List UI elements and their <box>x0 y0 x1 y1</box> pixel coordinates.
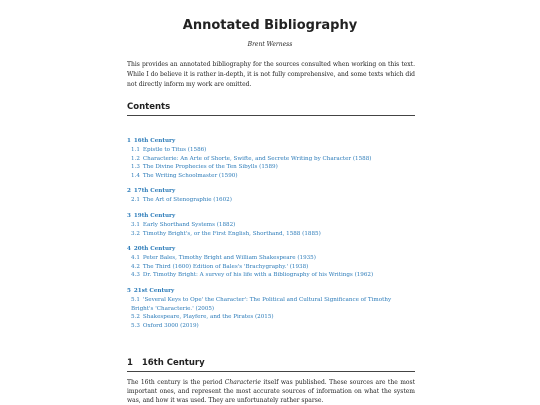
toc-subsection-number: 1.3 <box>131 164 140 171</box>
toc-subsection-link[interactable] <box>127 163 415 172</box>
toc-subsection-label: Characterie: An Arte of Shorte, Swifte, and Secrete Writing by Character (1588) <box>142 155 372 162</box>
toc-group <box>127 187 415 205</box>
toc-spacer <box>127 280 415 287</box>
toc-section-number: 1 <box>127 138 131 144</box>
toc-subsection-label: The Divine Prophecies of the Ten Sibylls (1589) <box>142 164 278 171</box>
toc-section-link[interactable] <box>127 212 415 221</box>
toc-section-number: 5 <box>127 287 131 294</box>
toc-subsection-number: 1.1 <box>131 147 140 153</box>
toc-subsection-number: 5.3 <box>131 322 140 329</box>
author-name: Brent Werness <box>247 41 293 48</box>
toc-section-label: 16th Century <box>133 138 176 144</box>
toc-group <box>127 245 415 280</box>
section-paragraph <box>127 378 415 405</box>
toc-subsection-label: Epistle to Titus (1586) <box>142 147 207 153</box>
toc-subsection-label: Peter Bales, Timothy Bright and William Shakespeare (1935) <box>142 255 316 262</box>
section-number: 1 <box>127 358 133 368</box>
toc-group <box>127 212 415 238</box>
toc-subsection-label: Shakespeare, Playfere, and the Pirates (2015) <box>142 314 274 321</box>
toc-subsection-label: Oxford 3000 (2019) <box>142 322 199 329</box>
toc-subsection-label: The Third (1600) Edition of Bales's 'Brachygraphy.' (1938) <box>142 263 309 270</box>
toc-section-label: 19th Century <box>133 212 176 219</box>
page-title: Annotated Bibliography <box>182 18 358 33</box>
toc-section-link[interactable] <box>127 245 415 254</box>
intro-paragraph: This provides an annotated bibliography for the sources consulted when working on this text. While I do believe it is rather in-depth, it is not fully comprehensive, and some texts which did not directly inform my work are omitted. <box>127 61 415 88</box>
toc-subsection-label: 'Several Keys to Ope' the Character': The Political and Cultural Significance of Timothy Bright's 'Characterie.' (2005) <box>131 296 392 312</box>
toc-section-label: 21st Century <box>133 287 175 294</box>
toc-section-number: 3 <box>127 212 131 219</box>
toc-subsection-number: 5.1 <box>131 296 140 303</box>
toc-spacer <box>127 180 415 187</box>
toc-section-link[interactable] <box>127 187 415 196</box>
toc-subsection-number: 4.2 <box>131 263 140 270</box>
toc-subsection-link[interactable] <box>127 230 415 239</box>
paragraph-emphasis: Characterie <box>224 379 261 386</box>
toc-section-link[interactable] <box>127 287 415 296</box>
toc-subsection-link[interactable] <box>127 146 415 155</box>
toc-subsection-label: The Art of Stenographie (1602) <box>142 197 232 204</box>
toc-section-label: 20th Century <box>133 246 176 253</box>
toc-subsection-number: 1.2 <box>131 155 140 162</box>
toc-subsection-label: Timothy Bright's, or the First English, Shorthand, 1588 (1885) <box>142 230 321 237</box>
toc-subsection-link[interactable] <box>127 322 415 331</box>
toc-spacer <box>127 238 415 245</box>
section-title: 16th Century <box>141 358 205 368</box>
toc-subsection-number: 4.3 <box>131 272 140 279</box>
toc-subsection-link[interactable] <box>127 196 415 205</box>
toc-subsection-link[interactable] <box>127 313 415 322</box>
section-heading-16th-century <box>127 358 415 372</box>
paragraph-text: The 16th century is the period <box>127 379 225 386</box>
table-of-contents <box>127 137 415 330</box>
toc-group <box>127 287 415 330</box>
toc-subsection-label: Early Shorthand Systems (1882) <box>142 221 236 228</box>
toc-section-link[interactable] <box>127 137 415 146</box>
toc-spacer <box>127 205 415 212</box>
toc-section-number: 2 <box>127 188 131 195</box>
toc-subsection-link[interactable] <box>127 271 415 280</box>
toc-subsection-number: 1.4 <box>131 172 140 179</box>
toc-section-label: 17th Century <box>133 188 176 195</box>
paragraph-text-continued: itself was published. These sources are the most important ones, and represent the most accurate sources of information on what the system was, and how it was used. They are unfortunately rather sparse. <box>127 379 415 404</box>
toc-subsection-number: 3.1 <box>131 221 140 228</box>
toc-subsection-label: The Writing Schoolmaster (1590) <box>142 172 238 179</box>
toc-subsection-number: 3.2 <box>131 230 140 237</box>
toc-subsection-link[interactable] <box>127 221 415 230</box>
toc-subsection-number: 4.1 <box>131 255 140 262</box>
toc-section-number: 4 <box>127 246 131 253</box>
toc-subsection-number: 5.2 <box>131 314 140 321</box>
toc-subsection-link[interactable] <box>127 172 415 181</box>
toc-subsection-link[interactable] <box>127 254 415 263</box>
toc-subsection-number: 2.1 <box>131 197 140 204</box>
toc-subsection-link[interactable] <box>127 155 415 164</box>
toc-subsection-link[interactable] <box>127 296 415 313</box>
toc-group <box>127 137 415 180</box>
contents-heading: Contents <box>127 102 415 116</box>
toc-subsection-link[interactable] <box>127 263 415 272</box>
toc-subsection-label: Dr. Timothy Bright: A survey of his life with a Bibliography of his Writings (1962) <box>142 272 374 279</box>
